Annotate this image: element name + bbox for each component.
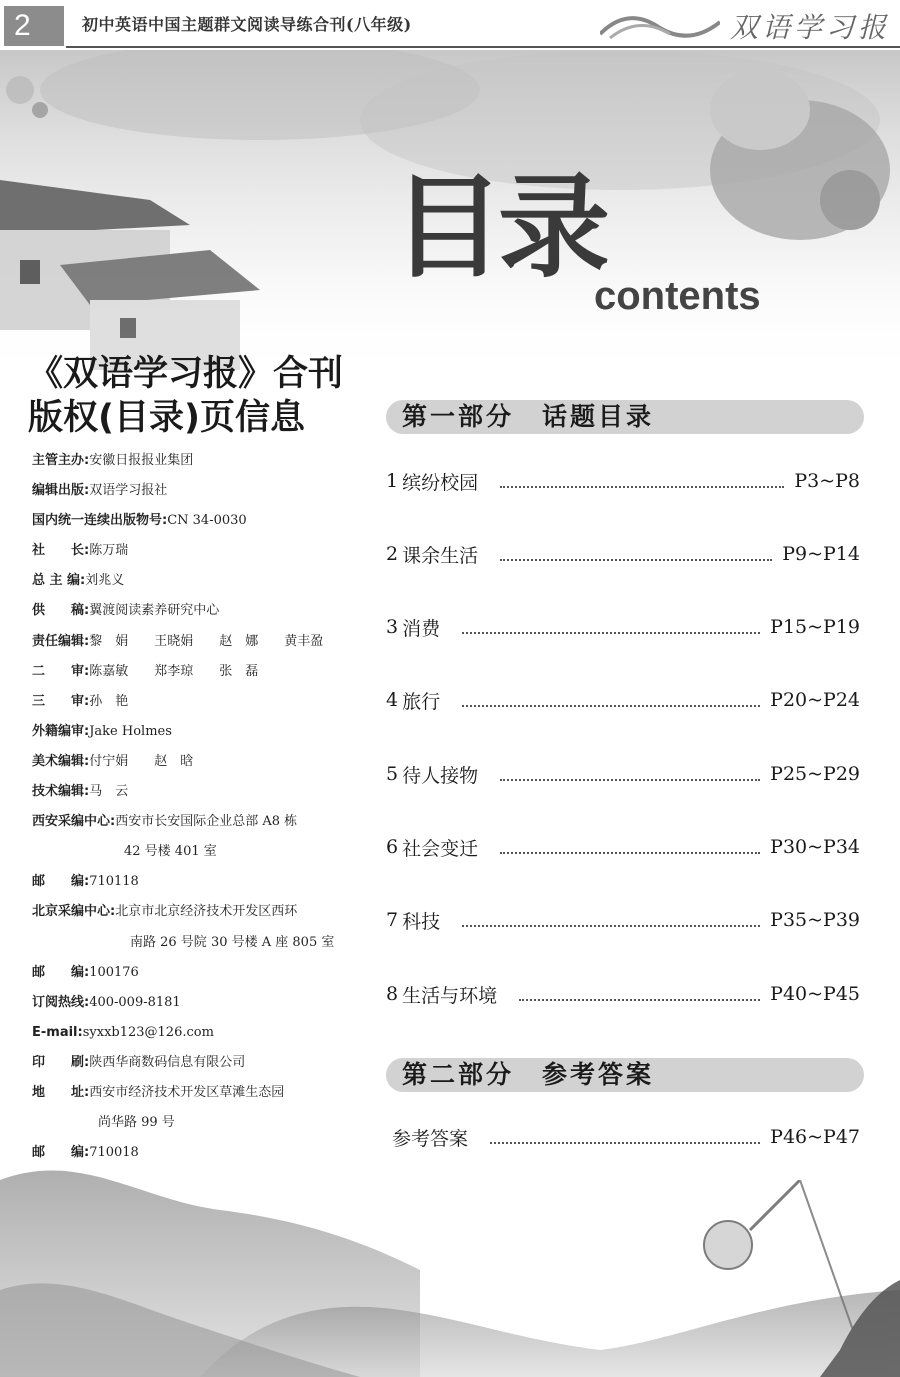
toc-item-number: 8 — [386, 983, 399, 1005]
toc-item-pages: P30~P34 — [770, 836, 860, 858]
info-label: 总 主 编: — [32, 573, 86, 589]
dot-leader — [462, 913, 760, 927]
toc-item-title: 缤纷校园 — [402, 471, 479, 494]
copyright-info-row — [32, 1078, 342, 1108]
info-label: 西安采编中心: — [32, 814, 116, 830]
copyright-info-row — [32, 1138, 342, 1168]
copyright-info-row — [32, 777, 342, 807]
info-value: 710018 — [89, 1145, 139, 1161]
copyright-info-row — [32, 928, 342, 958]
copyright-info-row — [32, 627, 342, 657]
section-header-topics — [386, 400, 864, 434]
info-value: 黎 娟 王晓娟 赵 娜 黄丰盈 — [89, 633, 324, 649]
info-label: 邮 编: — [32, 1145, 90, 1161]
toc-item-pages: P9~P14 — [782, 543, 860, 565]
header-divider — [66, 46, 900, 48]
copyright-title — [28, 352, 348, 440]
toc-item-number: 5 — [386, 763, 399, 785]
info-label: 三 审: — [32, 693, 90, 709]
info-label: 编辑出版: — [32, 483, 90, 499]
info-label: 外籍编审: — [32, 723, 90, 739]
toc-item-title: 待人接物 — [402, 764, 479, 787]
info-label: 地 址: — [32, 1084, 90, 1100]
info-value: 陈嘉敏 郑李琼 张 磊 — [89, 663, 259, 679]
toc-item-pages: P3~P8 — [794, 470, 860, 492]
copyright-info-row — [32, 717, 342, 747]
info-value: 陕西华商数码信息有限公司 — [89, 1054, 246, 1070]
dot-leader — [519, 987, 760, 1001]
copyright-info-row — [32, 867, 342, 897]
toc-item-pages: P20~P24 — [770, 689, 860, 711]
info-value[interactable]: syxxb123@126.com — [82, 1024, 214, 1040]
dot-leader — [490, 1130, 760, 1144]
copyright-title-line: 《双语学习报》合刊 — [28, 354, 344, 394]
copyright-info-row — [32, 476, 342, 506]
info-label: 责任编辑: — [32, 633, 90, 649]
info-label: 主管主办: — [32, 453, 90, 468]
copyright-info-row — [32, 687, 342, 717]
page-header — [0, 0, 900, 50]
brand-logo: 双语学习报 — [729, 11, 890, 44]
toc-row[interactable] — [386, 905, 860, 935]
copyright-info-row — [32, 747, 342, 777]
toc-item-number: 1 — [386, 470, 399, 492]
journal-title: 初中英语中国主题群文阅读导练合刊(八年级) — [82, 15, 412, 34]
dot-leader — [462, 693, 760, 707]
info-value: 安徽日报报业集团 — [89, 453, 194, 468]
toc-item-number: 7 — [386, 909, 399, 931]
info-value: CN 34-0030 — [167, 513, 247, 529]
toc-item-number: 3 — [386, 616, 399, 638]
copyright-info-list — [32, 446, 342, 1168]
page-subtitle: contents — [594, 274, 761, 318]
info-value: 孙 艳 — [89, 693, 129, 709]
info-value: 400-009-8181 — [89, 994, 181, 1010]
info-value: 710118 — [89, 874, 139, 890]
dot-leader — [500, 547, 772, 561]
wave-ornament-icon — [600, 8, 720, 42]
toc-item-pages: P40~P45 — [770, 983, 860, 1005]
copyright-info-row — [32, 1048, 342, 1078]
info-value: 翼渡阅读素养研究中心 — [89, 603, 220, 619]
toc-row[interactable] — [386, 759, 860, 789]
info-value: 马 云 — [89, 784, 129, 800]
section-header-answers — [386, 1058, 864, 1092]
info-label: 邮 编: — [32, 874, 90, 890]
info-value: Jake Holmes — [89, 723, 172, 739]
info-label: 二 审: — [32, 663, 90, 679]
info-label: 印 刷: — [32, 1054, 90, 1070]
toc-item-number: 4 — [386, 689, 399, 711]
page-title: 目录 — [392, 162, 604, 293]
info-value: 42 号楼 401 室 — [124, 844, 217, 860]
info-label: 技术编辑: — [32, 784, 90, 800]
dot-leader — [500, 474, 784, 488]
copyright-info-row — [32, 446, 342, 476]
info-label: 邮 编: — [32, 964, 90, 980]
mountain-landscape-illustration — [0, 1171, 900, 1377]
toc-item-number: 6 — [386, 836, 399, 858]
copyright-title-line: 版权(目录)页信息 — [28, 398, 305, 438]
copyright-info-row — [32, 897, 342, 927]
info-value: 刘兆义 — [85, 573, 125, 589]
page-number: 2 — [4, 6, 64, 46]
info-value: 付宁娟 赵 晗 — [89, 753, 194, 769]
info-value: 南路 26 号院 30 号楼 A 座 805 室 — [130, 934, 335, 950]
info-value: 双语学习报社 — [89, 483, 168, 499]
copyright-info-row — [32, 536, 342, 566]
info-value: 西安市经济技术开发区草滩生态园 — [89, 1084, 285, 1100]
info-value: 尚华路 99 号 — [98, 1115, 175, 1131]
table-of-contents — [356, 360, 896, 1180]
toc-row[interactable] — [386, 466, 860, 496]
toc-row[interactable] — [386, 979, 860, 1009]
toc-item-pages: P35~P39 — [770, 909, 860, 931]
toc-item-pages: P25~P29 — [770, 763, 860, 785]
toc-item-title: 科技 — [402, 910, 441, 933]
copyright-info-row — [32, 807, 342, 837]
copyright-info-row — [32, 837, 342, 867]
toc-row[interactable] — [386, 539, 860, 569]
toc-row-answers[interactable] — [386, 1122, 860, 1152]
info-value: 北京市北京经济技术开发区西环 — [115, 904, 298, 920]
toc-item-title: 参考答案 — [392, 1127, 469, 1150]
copyright-info-row — [32, 1018, 342, 1048]
dot-leader — [462, 620, 760, 634]
copyright-info-row — [32, 506, 342, 536]
toc-item-title: 社会变迁 — [402, 837, 479, 860]
dot-leader — [500, 767, 760, 781]
copyright-info-row — [32, 596, 342, 626]
copyright-info-row — [32, 566, 342, 596]
section-header-label: 第一部分 话题目录 — [402, 402, 655, 431]
info-value: 陈万瑞 — [89, 543, 129, 559]
toc-item-pages: P46~P47 — [770, 1126, 860, 1148]
toc-item-title: 生活与环境 — [402, 984, 498, 1007]
info-value: 西安市长安国际企业总部 A8 栋 — [115, 814, 298, 830]
toc-row[interactable] — [386, 685, 860, 715]
toc-row[interactable] — [386, 612, 860, 642]
info-label: 美术编辑: — [32, 753, 90, 769]
toc-item-title: 旅行 — [402, 690, 441, 713]
copyright-info-row — [32, 1108, 342, 1138]
info-label: 北京采编中心: — [32, 904, 116, 920]
info-label: 国内统一连续出版物号: — [32, 513, 168, 529]
toc-item-number: 2 — [386, 543, 399, 565]
info-label: 订阅热线: — [32, 994, 90, 1010]
toc-item-title: 消费 — [402, 617, 441, 640]
info-label: E-mail: — [32, 1024, 83, 1040]
toc-item-title: 课余生活 — [402, 544, 479, 567]
toc-row[interactable] — [386, 832, 860, 862]
info-value: 100176 — [89, 964, 139, 980]
info-label: 供 稿: — [32, 603, 90, 619]
copyright-info-row — [32, 988, 342, 1018]
dot-leader — [500, 840, 760, 854]
section-header-label: 第二部分 参考答案 — [402, 1060, 655, 1089]
toc-item-pages: P15~P19 — [770, 616, 860, 638]
info-label: 社 长: — [32, 543, 90, 559]
copyright-info-row — [32, 958, 342, 988]
copyright-info-row — [32, 657, 342, 687]
